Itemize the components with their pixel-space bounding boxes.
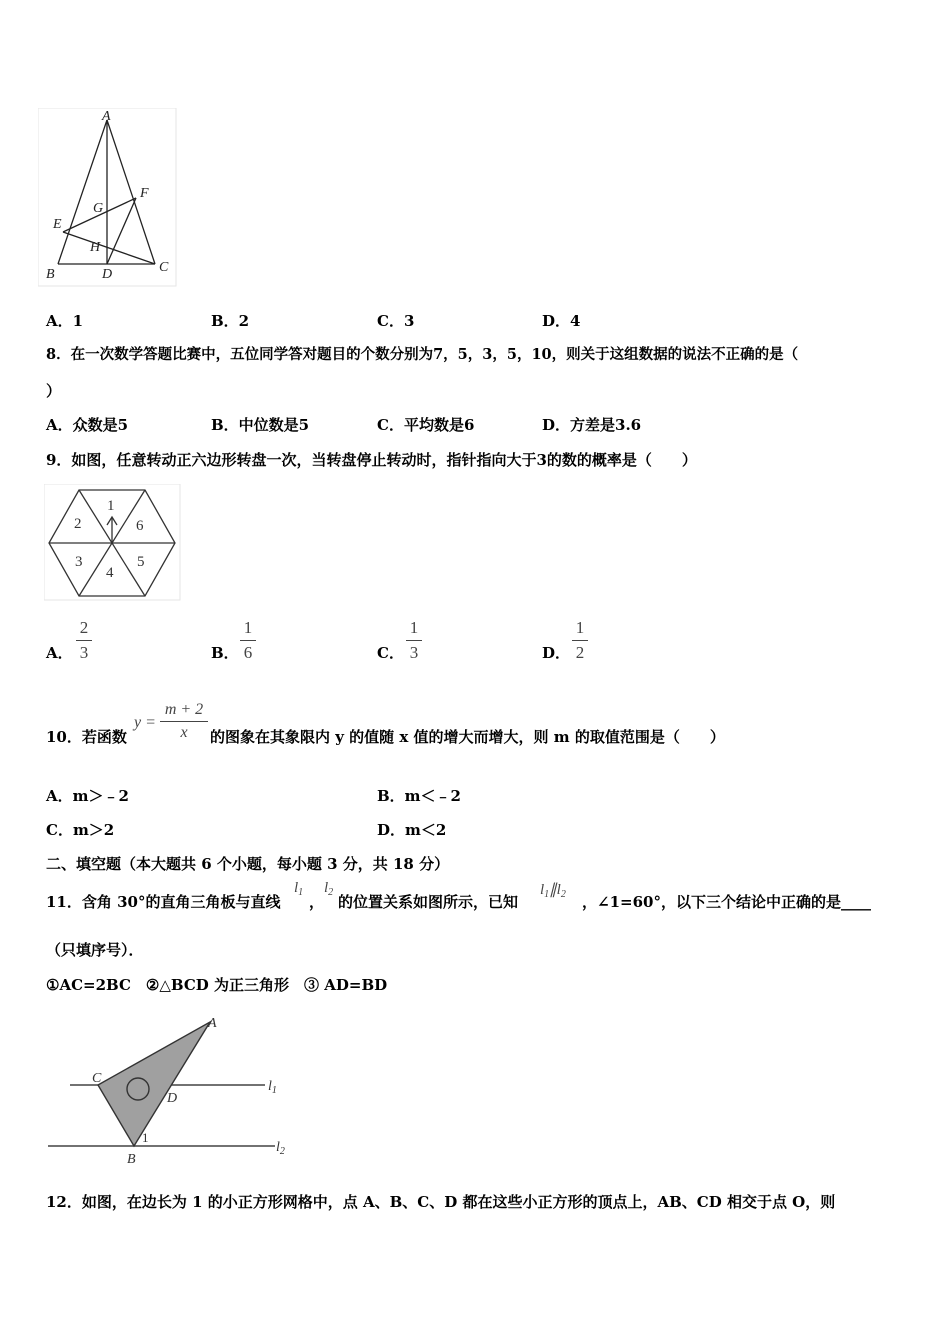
q11-l1-symbol: $l_1$: [294, 880, 304, 898]
q10-option-d[interactable]: D．m＜2: [377, 821, 447, 839]
spinner-arrow: [107, 517, 117, 543]
q9-b-denominator: 6: [243, 643, 253, 662]
q10-formula-fraction: [160, 701, 208, 742]
q11-label-l2: $l_2$: [276, 1140, 285, 1157]
q10-option-b[interactable]: B．m＜﹣2: [377, 787, 461, 805]
q11-stem-b: 的位置关系如图所示，已知: [338, 893, 519, 911]
q9-hexagon-spinner: [44, 484, 182, 602]
hex-number-4: 4: [106, 565, 114, 581]
q10-formula-lhs: y =: [134, 714, 156, 731]
q7-label-h: H: [90, 240, 101, 255]
hex-number-1: 1: [107, 498, 115, 514]
q10-stem-after: 的图象在其象限内 y 的值随 x 值的增大而增大，则 m 的取值范围是（ ）: [210, 728, 725, 746]
q10-option-c[interactable]: C．m＞2: [46, 821, 115, 839]
q7-label-f: F: [140, 186, 149, 201]
q11-stem-a: 11．含角 30°的直角三角板与直线: [46, 893, 281, 911]
q7-option-a[interactable]: A．1: [46, 312, 84, 330]
q7-triangle-figure: [38, 108, 178, 288]
q7-label-b: B: [46, 267, 55, 282]
q11-angle-1-label: 1: [142, 1130, 149, 1145]
q8-option-c[interactable]: C．平均数是6: [377, 416, 475, 434]
q11-label-d: D: [167, 1091, 178, 1106]
q9-stem: 9．如图，任意转动正六边形转盘一次，当转盘停止转动时，指针指向大于3的数的概率是（ ）: [46, 451, 697, 469]
q7-option-c[interactable]: C．3: [377, 312, 415, 330]
q12-stem: 12．如图，在边长为 1 的小正方形网格中，点 A、B、C、D 都在这些小正方形的顶点上，AB、CD 相交于点 O，则: [46, 1193, 836, 1211]
q9-option-a-fraction: [74, 618, 94, 663]
q11-label-c: C: [92, 1071, 102, 1086]
q7-label-a: A: [102, 109, 111, 124]
section-heading-fill-in: 二、填空题（本大题共 6 个小题，每小题 3 分，共 18 分）: [46, 855, 450, 873]
hex-number-5: 5: [137, 554, 145, 570]
q7-label-e: E: [53, 217, 62, 232]
q9-option-b-fraction: [238, 618, 258, 663]
q7-label-d: D: [102, 267, 113, 282]
q7-option-b[interactable]: B．2: [211, 312, 250, 330]
q11-l2-symbol: $l_2$: [324, 880, 334, 898]
q9-a-denominator: 3: [79, 643, 89, 662]
q11-conclusions: ①AC=2BC ②△BCD 为正三角形 ③ AD=BD: [46, 976, 388, 994]
q11-label-l1: $l_1$: [268, 1079, 277, 1096]
q8-option-a[interactable]: A．众数是5: [46, 416, 129, 434]
q11-triangle-ruler-figure: [40, 1010, 300, 1170]
q10-formula-denominator: x: [180, 724, 188, 741]
q9-c-denominator: 3: [409, 643, 419, 662]
q8-stem-line1: 8．在一次数学答题比赛中，五位同学答对题目的个数分别为7，5，3，5，10，则关于这组数据的说法不正确的是（: [46, 346, 799, 363]
q9-c-numerator: 1: [409, 618, 419, 637]
q9-option-c-fraction: [404, 618, 424, 663]
q9-option-b-letter[interactable]: B．: [211, 644, 239, 662]
q9-d-denominator: 2: [575, 643, 585, 662]
q9-option-d-letter[interactable]: D．: [542, 644, 571, 662]
q10-stem-before: 10．若函数: [46, 728, 127, 746]
q7-option-d[interactable]: D．4: [542, 312, 581, 330]
q9-option-a-letter[interactable]: A．: [46, 644, 73, 662]
q9-d-numerator: 1: [575, 618, 585, 637]
q7-label-c: C: [159, 260, 169, 275]
q9-option-d-fraction: [570, 618, 590, 663]
q11-parallel-expression: $l_1\parallel l_2$: [540, 882, 566, 900]
q10-option-a[interactable]: A．m＞﹣2: [46, 787, 129, 805]
q11-label-b: B: [127, 1152, 136, 1167]
q9-a-numerator: 2: [79, 618, 89, 637]
q8-option-b[interactable]: B．中位数是5: [211, 416, 310, 434]
hex-number-3: 3: [75, 554, 83, 570]
q11-comma: ，: [309, 893, 325, 911]
q9-b-numerator: 1: [243, 618, 253, 637]
q11-stem-c: ，∠1=60°，以下三个结论中正确的是____: [582, 893, 871, 911]
q11-stem-line2: （只填序号）．: [46, 941, 144, 959]
q10-formula-numerator: m + 2: [164, 701, 204, 718]
q7-label-g: G: [93, 201, 104, 216]
q8-stem-line2: ）: [46, 382, 62, 400]
q8-option-d[interactable]: D．方差是3.6: [542, 416, 642, 434]
q11-label-a: A: [208, 1016, 217, 1031]
hex-number-6: 6: [136, 518, 144, 534]
hex-number-2: 2: [74, 516, 82, 532]
q9-option-c-letter[interactable]: C．: [377, 644, 404, 662]
